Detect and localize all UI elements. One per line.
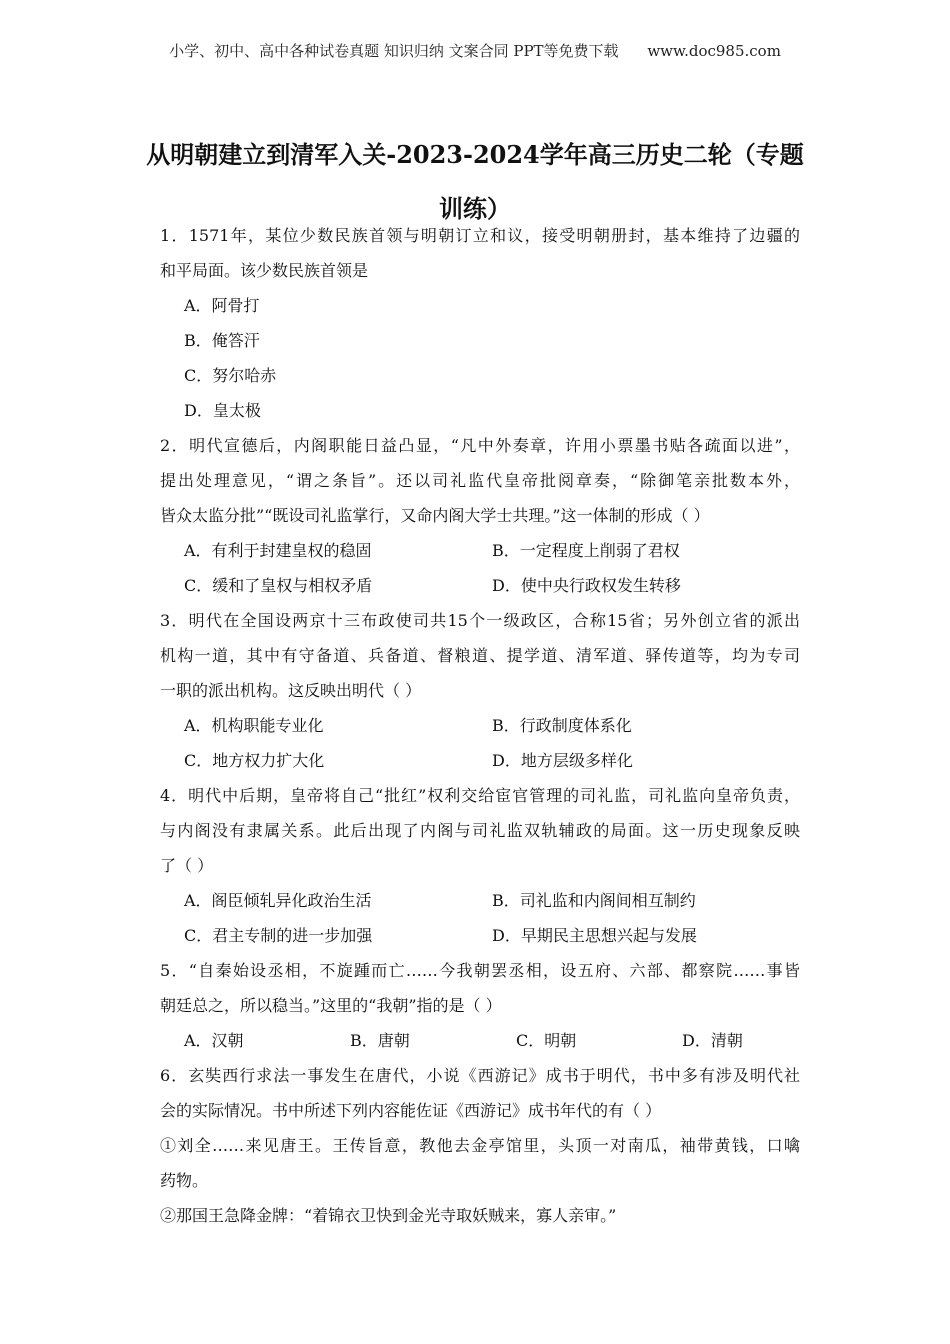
option-row (160, 568, 800, 603)
question-stem-line: 和平局面。该少数民族首领是 (160, 261, 369, 280)
option-row (160, 533, 800, 568)
option-d[interactable]: D．清朝 (682, 1031, 743, 1050)
question-stem-line: 2．明代宣德后，内阁职能日益凸显，“凡中外奏章，许用小票墨书贴各疏面以进”， (160, 436, 800, 455)
question-3 (160, 603, 800, 778)
option-a[interactable]: A．阁臣倾轧异化政治生活 (184, 891, 372, 910)
option-a[interactable]: A．汉朝 (184, 1031, 244, 1050)
question-1 (160, 218, 800, 428)
option-c[interactable]: C．地方权力扩大化 (184, 751, 325, 770)
option-c[interactable]: C．君主专制的进一步加强 (184, 926, 373, 945)
question-stem-line: 1．1571年，某位少数民族首领与明朝订立和议，接受明朝册封，基本维持了边疆的 (160, 226, 800, 245)
question-5 (160, 953, 800, 1058)
header-site-url[interactable]: www.doc985.com (647, 42, 781, 60)
option-row (160, 708, 800, 743)
option-c[interactable]: C．努尔哈赤 (184, 366, 277, 385)
question-stem-line: 5．“自秦始设丞相，不旋踵而亡……今我朝罢丞相，设五府、六部、都察院……事皆 (160, 961, 800, 980)
question-stem-line: 机构一道，其中有守备道、兵备道、督粮道、提学道、清军道、驿传道等，均为专司 (160, 646, 800, 665)
question-stem-line: 一职的派出机构。这反映出明代（ ） (160, 681, 422, 700)
question-2 (160, 428, 800, 603)
option-row (160, 1023, 800, 1058)
option-b[interactable]: B．唐朝 (350, 1031, 410, 1050)
question-stem-line: 皆众太监分批”“既设司礼监掌行，又命内阁大学士共理。”这一体制的形成（ ） (160, 506, 710, 525)
option-row (160, 918, 800, 953)
question-stem-line: 与内阁没有隶属关系。此后出现了内阁与司礼监双轨辅政的局面。这一历史现象反映 (160, 821, 800, 840)
question-stem-line: 提出处理意见，“谓之条旨”。还以司礼监代皇帝批阅章奏，“除御笔亲批数本外， (160, 471, 800, 490)
option-b[interactable]: B．司礼监和内阁间相互制约 (492, 891, 696, 910)
header-promo-text: 小学、初中、高中各种试卷真题 知识归纳 文案合同 PPT等免费下载 (169, 42, 619, 60)
option-b[interactable]: B．一定程度上削弱了君权 (492, 541, 680, 560)
option-row (160, 743, 800, 778)
option-c[interactable]: C．明朝 (516, 1031, 577, 1050)
question-stem-line: 4．明代中后期，皇帝将自己“批红”权利交给宦官管理的司礼监，司礼监向皇帝负责， (160, 786, 800, 805)
question-4 (160, 778, 800, 953)
option-d[interactable]: D．皇太极 (184, 401, 261, 420)
option-b[interactable]: B．俺答汗 (184, 331, 260, 350)
title-line-1: 从明朝建立到清军入关-2023-2024学年高三历史二轮（专题 (146, 140, 804, 169)
question-stem-line: 3．明代在全国设两京十三布政使司共15个一级政区，合称15省；另外创立省的派出 (160, 611, 800, 630)
option-a[interactable]: A．机构职能专业化 (184, 716, 324, 735)
question-6 (160, 1058, 800, 1233)
page-header (0, 40, 950, 61)
question-stem-line: 朝廷总之，所以稳当。”这里的“我朝”指的是（ ） (160, 996, 502, 1015)
option-c[interactable]: C．缓和了皇权与相权矛盾 (184, 576, 373, 595)
title-line-2: 训练） (439, 194, 511, 223)
question-stem-line: 6．玄奘西行求法一事发生在唐代，小说《西游记》成书于明代，书中多有涉及明代社 (160, 1066, 800, 1085)
question-list (160, 218, 800, 1233)
option-a[interactable]: A．阿骨打 (184, 296, 260, 315)
quoted-item-1-cont: 药物。 (160, 1171, 209, 1190)
question-stem-line: 会的实际情况。书中所述下列内容能佐证《西游记》成书年代的有（ ） (160, 1101, 662, 1120)
option-d[interactable]: D．地方层级多样化 (492, 751, 633, 770)
quoted-item-2: ②那国王急降金牌：“着锦衣卫快到金光寺取妖贼来，寡人亲审。” (160, 1206, 617, 1225)
option-row (160, 883, 800, 918)
quoted-item-1: ①刘全……来见唐王。王传旨意，教他去金亭馆里，头顶一对南瓜，袖带黄钱，口噙 (160, 1136, 800, 1155)
question-stem-line: 了（ ） (160, 856, 214, 875)
option-d[interactable]: D．使中央行政权发生转移 (492, 576, 681, 595)
option-b[interactable]: B．行政制度体系化 (492, 716, 632, 735)
option-d[interactable]: D．早期民主思想兴起与发展 (492, 926, 697, 945)
option-a[interactable]: A．有利于封建皇权的稳固 (184, 541, 372, 560)
